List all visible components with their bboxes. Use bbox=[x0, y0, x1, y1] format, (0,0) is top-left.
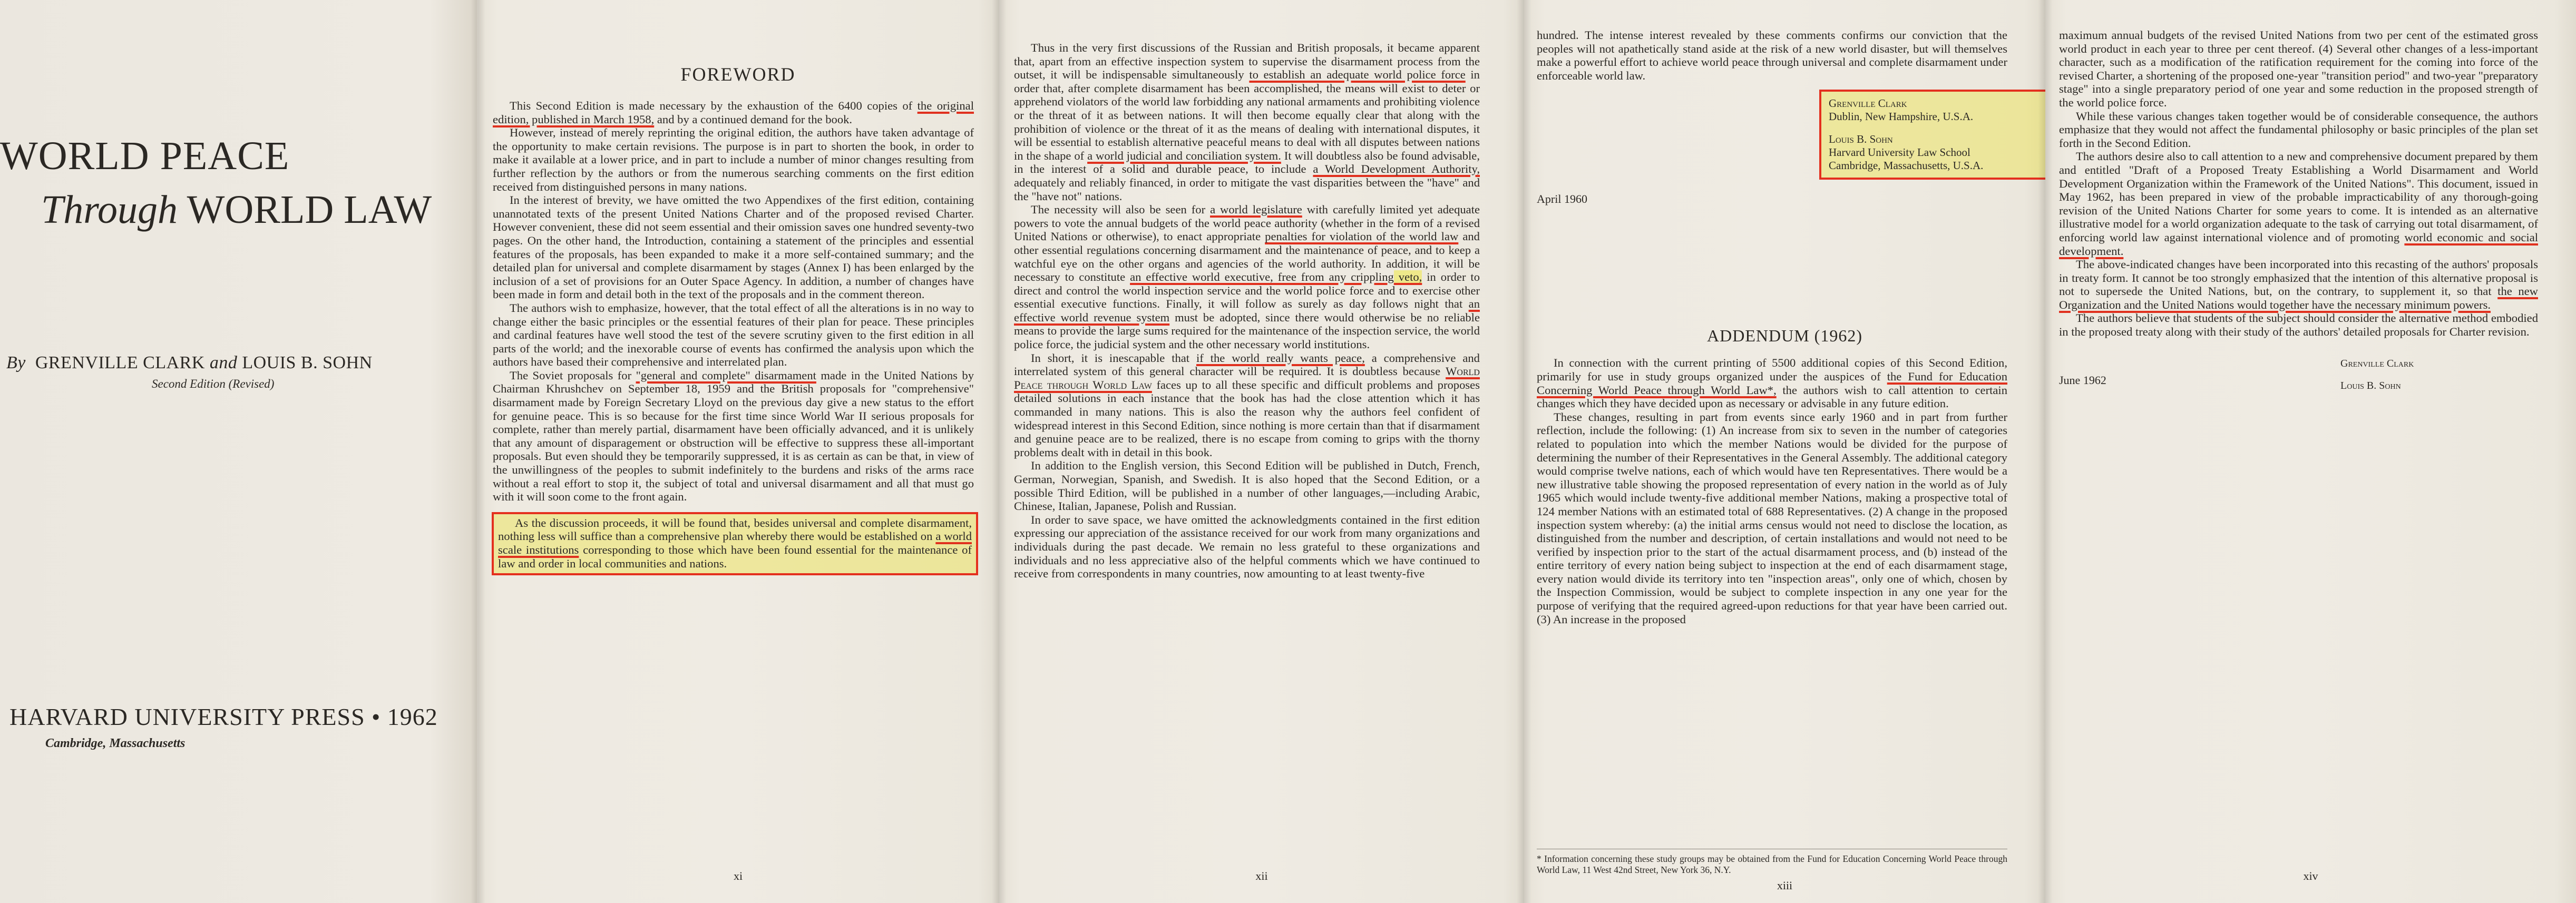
paragraph bbox=[493, 99, 974, 126]
paragraph bbox=[1537, 356, 2007, 410]
paragraph bbox=[498, 516, 972, 570]
title-through: Through bbox=[41, 188, 178, 232]
signature-name: Grenville Clark bbox=[2340, 357, 2414, 369]
signature-box bbox=[1819, 90, 2045, 180]
book-title-line1: WORLD PEACE bbox=[0, 134, 290, 178]
page-gutter bbox=[1517, 0, 1531, 903]
page-gutter bbox=[471, 0, 485, 903]
page-xiv bbox=[2045, 0, 2576, 903]
author-clark: GRENVILLE CLARK bbox=[35, 353, 205, 372]
underlined-phrase: "general and complete" disarmament bbox=[636, 368, 816, 382]
text-run: a comprehensive and interrelated system of this general character will be required. It is doubtless because bbox=[1014, 351, 1480, 378]
signature-school: Harvard University Law School bbox=[1829, 146, 1970, 159]
paragraph bbox=[1014, 41, 1480, 203]
highlighted-box-paragraph bbox=[492, 512, 978, 575]
page-number: xiii bbox=[1777, 879, 1793, 892]
text-run: and by a continued demand for the book. bbox=[654, 112, 853, 126]
book-title-line2 bbox=[41, 190, 432, 230]
paragraph: While these various changes taken together would be of considerable consequence, the authors emphasize that they would not affect the fundamental philosophy or basic principles of the plan set forth in the Second Edition. bbox=[2059, 109, 2538, 150]
paragraph: The authors wish to emphasize, however, that the total effect of all the alterations is in no way to change either the basic principles or the essential features of their plan for peace. These principles and cardinal features have well stood the test of the severe scrutiny given to the first edition in all parts of the world; and the inexorable course of events has confirmed the analysis upon which the authors have based their comprehensive and interrelated plan. bbox=[493, 301, 974, 369]
publisher-city: Cambridge, Massachusetts bbox=[45, 737, 186, 750]
text-run: The above-indicated changes have been incorporated into this recasting of the authors' proposals in treaty form. It cannot be too strongly emphasized that the intention of this alternative proposal is not to supersede the United Nations, but, on the contrary, to supplement it, so that bbox=[2059, 258, 2538, 298]
underlined-phrase: a world judicial and conciliation system. bbox=[1087, 149, 1281, 162]
text-run: As the discussion proceeds, it will be found that, besides universal and complete disarmament, nothing less will suffice than a comprehensive plan whereby there would be established on bbox=[498, 516, 972, 543]
text-run: must be adopted, since there would otherwise be no reliable means to provide the large sums required for the maintenance of the inspection service, the world police force, the judicial system and the other necessary world institutions. bbox=[1014, 310, 1480, 351]
paragraph: In the interest of brevity, we have omitted the two Appendixes of the first edition, containing unannotated texts of the present United Nations Charter and of the proposed revised Charter. However convenient, these did not seem essential and their omission saves one hundred seventy-two pages. On the other hand, the Introduction, containing a statement of the principles and essential features of the proposals, has been expanded to make it a more self-contained summary; and the detailed plan for universal and complete disarmament by stages (Annex I) has been enlarged by the inclusion of a set of provisions for an Outer Space Agency. In addition, a number of changes have been made in form and detail both in the text of the proposals and in the comment thereon. bbox=[493, 193, 974, 301]
signature-place: Dublin, New Hampshire, U.S.A. bbox=[1829, 110, 1974, 123]
text-run: in order that, after complete disarmament has been accomplished, the means will exist to deter or apprehend violators of the world law forbidding any national armaments and prohibiting violence or the threat of it as between nations. It will then become equally clear that along with the prohibition of violence or the threat of it as the means of dealing with international disputes, it will be essential to establish alternative peaceful means to deal with all disputes between nations in the shape of bbox=[1014, 68, 1480, 162]
page-gutter bbox=[992, 0, 1007, 903]
authors-line bbox=[6, 353, 373, 373]
underlined-phrase: the Fund for Education Concerning World Peace through World Law*, bbox=[1537, 369, 2008, 397]
text-run: The authors desire also to call attention to a new and comprehensive document prepared by them and entitled "Draft of a Proposed Treaty Establishing a World Disarmament and World Development Organization within the Framework of the United Nations". This document, issued in May 1962, has been prepared in view of the probable impracticability of any thorough-going revision of the United Nations Charter for some years to come. It is intended as an alternative illustrative model for a world organization adequate to the task of carrying out total disarmament, of enforcing world law against international violence and of promoting bbox=[2059, 150, 2538, 244]
page-number: xiv bbox=[2303, 869, 2318, 882]
footnote: * Information concerning these study groups may be obtained from the Fund for Education Concerning World Peace through World Law, 11 West 42nd Street, New York 36, N.Y. bbox=[1537, 849, 2007, 876]
text-run: with carefully limited yet adequate powers to vote the annual budgets of the world peace authority (whether in the form of a revised United Nations or otherwise), to enact appropriate bbox=[1014, 203, 1480, 243]
signature-name: Louis B. Sohn bbox=[2340, 379, 2401, 391]
page-xiii bbox=[1524, 0, 2045, 903]
addendum-text bbox=[1537, 356, 2007, 626]
title-page bbox=[0, 0, 477, 903]
text-run: This Second Edition is made necessary by the exhaustion of the 6400 copies of bbox=[510, 99, 918, 112]
underlined-phrase: to establish an adequate world police force bbox=[1249, 68, 1466, 82]
foreword-ending bbox=[1537, 28, 2007, 82]
page-xii bbox=[999, 0, 1524, 903]
text-run: in order to direct and control the world inspection service and the world police force and to exercise other essential executive functions. Finally, it will follow as surely as day follows night that bbox=[1014, 270, 1480, 311]
underlined-phrase: a world legislature bbox=[1210, 203, 1302, 217]
highlighted-word: veto, bbox=[1393, 270, 1422, 284]
by-label: By bbox=[6, 353, 26, 372]
underlined-phrase: a world scale institutions bbox=[498, 529, 972, 556]
paragraph bbox=[2059, 258, 2538, 311]
underlined-phrase: the new Organization and the United Nations would together have the necessary minimum powers. bbox=[2059, 284, 2538, 311]
foreword-text-continued bbox=[1014, 41, 1480, 581]
text-run: adequately and reliably financed, in order to mitigate the vast disparities between the "have" and the "have not" nations. bbox=[1014, 175, 1480, 203]
text-run: It will doubtless also be found advisable, in the interest of a solid and durable peace, to include bbox=[1014, 149, 1480, 176]
text-run: faces up to all these specific and difficult problems and proposes detailed solutions in each instance that the book has had the close attention which it has commanded in many nations. This is also the reason why the authors feel confident of widespread interest in this Second Edition, since nothing is more certain than that if disarmament and genuine peace are to be realized, there is no escape from coming to grips with the thorny problems dealt with in detail in this book. bbox=[1014, 378, 1480, 459]
page-number: xii bbox=[1255, 869, 1268, 882]
underlined-phrase: the original edition, published in March 1958, bbox=[493, 99, 974, 126]
text-run: In short, it is inescapable that bbox=[1031, 351, 1196, 365]
paragraph bbox=[493, 369, 974, 504]
author-sohn: LOUIS B. SOHN bbox=[242, 353, 373, 372]
text-run: and other essential regulations concerning disarmament and the maintenance of peace, and to keep a watchful eye on the other organs and agencies of the world authority. In addition, it will be necessary to constitute bbox=[1014, 230, 1480, 284]
underlined-book-title: World Peace through World Law bbox=[1014, 365, 1480, 391]
page-number: xi bbox=[733, 869, 743, 882]
underlined-phrase: an effective world executive, free from any crippling bbox=[1130, 270, 1394, 284]
addendum-text-continued bbox=[2059, 28, 2538, 339]
edition-label: Second Edition (Revised) bbox=[152, 377, 275, 390]
paragraph bbox=[1014, 351, 1480, 459]
underlined-phrase: penalties for violation of the world law bbox=[1265, 230, 1459, 243]
underlined-phrase: an effective world revenue system bbox=[1014, 297, 1480, 324]
addendum-date: June 1962 bbox=[2059, 373, 2106, 387]
underlined-phrase: if the world really wants peace, bbox=[1196, 351, 1365, 365]
and-label: and bbox=[209, 353, 238, 372]
paragraph bbox=[2059, 150, 2538, 258]
addendum-heading: ADDENDUM (1962) bbox=[1707, 326, 1862, 346]
text-run: Thus in the very first discussions of the Russian and British proposals, it became apparent that, apart from an effective inspection system to supervise the disarmament process from the outset, it will be indispensable simultaneously bbox=[1014, 41, 1480, 82]
publisher: HARVARD UNIVERSITY PRESS • 1962 bbox=[9, 703, 438, 730]
text-run: The Soviet proposals for bbox=[510, 368, 636, 382]
underlined-phrase: world economic and social development. bbox=[2059, 230, 2539, 258]
paragraph: However, instead of merely reprinting the original edition, the authors have taken advantage of the opportunity to make certain revisions. The purpose is in part to shorten the book, in order to make it available at a lower price, and in part to include a number of minor changes resulting from further reflection by the authors or from the numerous searching comments on the first edition received from distinguished persons in many nations. bbox=[493, 126, 974, 193]
page-xi bbox=[477, 0, 999, 903]
text-run: the authors wish to call attention to certain changes which they have decided upon as necessary or advisable in any future edition. bbox=[1537, 383, 2007, 410]
paragraph: maximum annual budgets of the revised United Nations from two per cent of the estimated gross world product in each year to three per cent thereof. (4) Several other changes of a less-important character, such as a modification of the ratification requirement for the coming into force of the revised Charter, a shortening of the proposed one-year "transition period" and two-year "preparatory stage" into a single preparatory period of one year and some reduction in the proposed strength of the world police force. bbox=[2059, 28, 2538, 109]
foreword-text bbox=[493, 99, 974, 504]
paragraph: These changes, resulting in part from events since early 1960 and in part from further reflection, include the following: (1) An increase from six to seven in the number of categories related to population into which the member Nations would be divided for the purpose of determining the number of their Representatives in the General Assembly. The additional category would comprise twelve nations, each of which would have ten Representatives. There would be a new illustrative table showing the proposed representation of every nation in the world as of July 1965 which would include twenty-five additional member Nations, making a prospective total of 124 member Nations with an estimated total of 688 Representatives. (2) A change in the proposed inspection system whereby: (a) the initial arms census would not need to disclose the location, as distinguished from the number and description, of certain installations and would not need to be verified by inspection prior to the start of the actual disarmament process, and (b) instead of the entire territory of every nation being subject to inspection at the end of each disarmament stage, every nation would divide its territory into ten "inspection areas", only one of which, chosen by the Inspection Commission, would be subject to complete inspection in any one year for the purpose of verifying that the required agreed-upon reductions for that year have been carried out. (3) An increase in the proposed bbox=[1537, 410, 2007, 626]
foreword-date: April 1960 bbox=[1537, 192, 1587, 206]
text-run: corresponding to those which have been found essential for the maintenance of law and order in local communities and nations. bbox=[498, 543, 972, 570]
signature-name: Louis B. Sohn bbox=[1829, 133, 1893, 146]
paragraph: The authors believe that students of the subject should consider the alternative method embodied in the proposed treaty along with their study of the authors' detailed proposals for Charter revision. bbox=[2059, 311, 2538, 339]
signature-name: Grenville Clark bbox=[1829, 97, 1907, 110]
title-world-law: WORLD LAW bbox=[178, 188, 432, 232]
foreword-heading: FOREWORD bbox=[680, 64, 796, 85]
page-gutter bbox=[2038, 0, 2053, 903]
paragraph: hundred. The intense interest revealed by these comments confirms our conviction that the peoples will not apathetically stand aside at the risk of a new world disaster, but will themselves make a powerful effort to achieve world peace through universal and complete disarmament under enforceable world law. bbox=[1537, 28, 2007, 82]
text-run: made in the United Nations by Chairman Khrushchev on September 18, 1959 and the British proposals for "comprehensive" disarmament made by Foreign Secretary Lloyd on the previous day give a new status to the effort for genuine peace. This is so because for the first time since World War II serious proposals for complete, rather than merely partial, disarmament have been officially advanced, and it is unlikely that any amount of disparagement or obstruction will be effective to suppress these all-important proposals. But even should they be temporarily suppressed, it is as certain as can be that, in view of the unwillingness of the peoples to submit indefinitely to the burdens and risks of the arms race without a real effort to stop it, the subject of total and universal disarmament and all that must go with it will soon come to the front again. bbox=[493, 368, 974, 504]
underlined-phrase: a World Development Authority, bbox=[1313, 162, 1480, 176]
paragraph: In order to save space, we have omitted the acknowledgments contained in the first edition expressing our appreciation of the assistance received for our work from many organizations and individuals during the past decade. We remain no less grateful to these organizations and individuals and no less appreciative also of the helpful comments which we have continued to receive from correspondents in many countries, now amounting to at least twenty-five bbox=[1014, 513, 1480, 581]
text-run: In connection with the current printing of 5500 additional copies of this Second Edition, primarily for use in study groups organized under the auspices of bbox=[1537, 356, 2007, 383]
paragraph bbox=[1014, 203, 1480, 351]
signature-place: Cambridge, Massachusetts, U.S.A. bbox=[1829, 159, 1984, 172]
text-run: The necessity will also be seen for bbox=[1031, 203, 1211, 217]
paragraph: In addition to the English version, this Second Edition will be published in Dutch, French, German, Norwegian, Spanish, and Swedish. It is also hoped that the Second Edition, or a possible Third Edition, will be published in a number of other languages,—including Arabic, Chinese, Italian, Japanese, Polish and Russian. bbox=[1014, 459, 1480, 513]
